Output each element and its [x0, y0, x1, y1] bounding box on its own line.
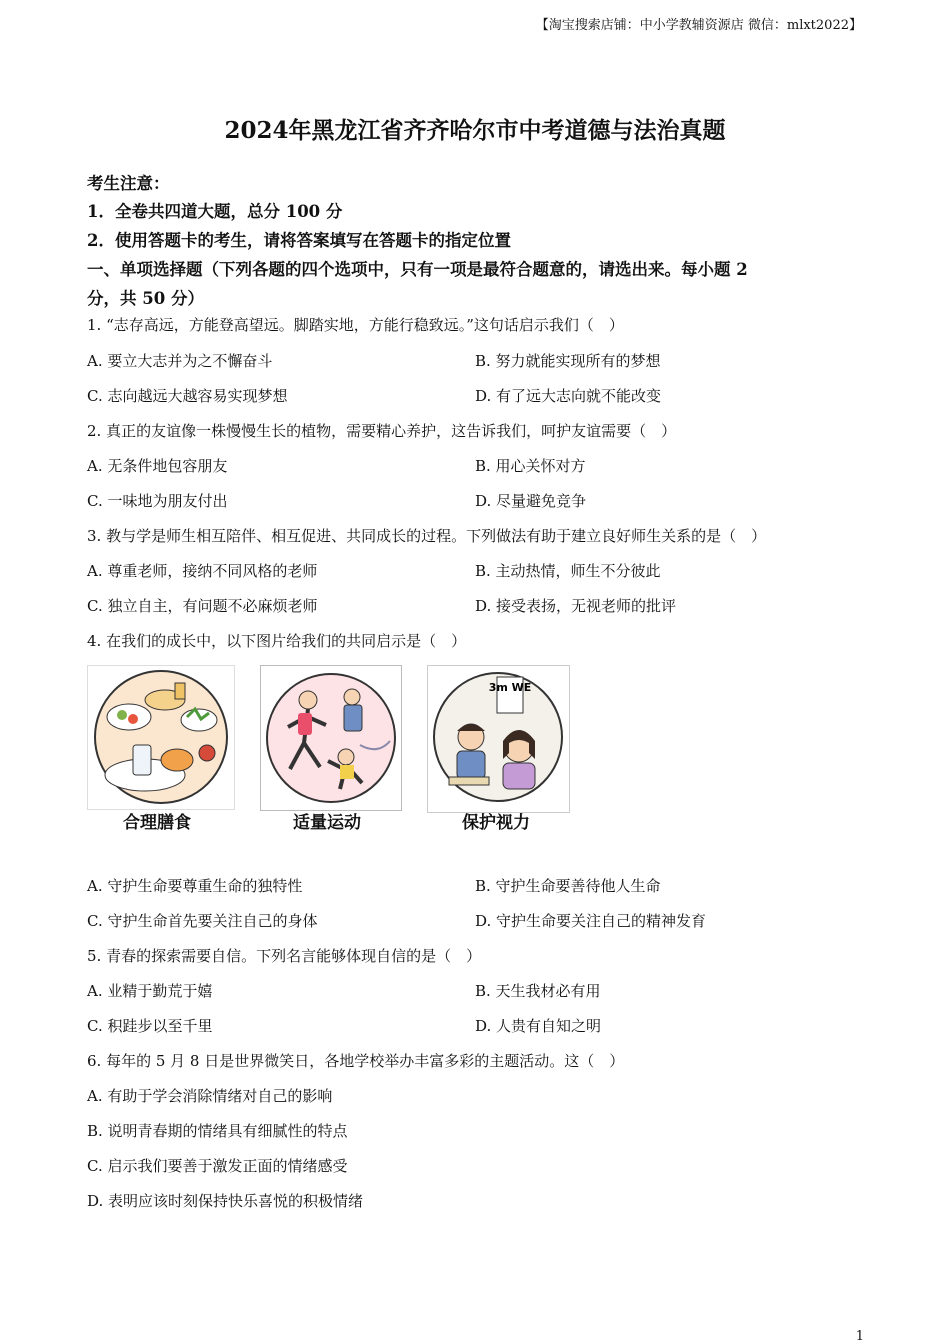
- option-c: C. 启示我们要善于激发正面的情绪感受: [87, 1157, 348, 1175]
- option-c: C. 积跬步以至千里: [87, 1017, 213, 1035]
- page-number: 1: [855, 1329, 864, 1344]
- notice-item: 2．使用答题卡的考生，请将答案填写在答题卡的指定位置: [87, 231, 511, 250]
- option-a: A. 要立大志并为之不懈奋斗: [87, 352, 273, 370]
- option-b: B. 守护生命要善待他人生命: [475, 877, 661, 895]
- option-b: B. 天生我材必有用: [475, 982, 601, 1000]
- section-heading: 一、单项选择题（下列各题的四个选项中，只有一项是最符合题意的，请选出来。每小题 2: [87, 260, 748, 279]
- option-c: C. 志向越远大越容易实现梦想: [87, 387, 288, 405]
- question-stem: 5. 青春的探索需要自信。下列名言能够体现自信的是（ ）: [87, 947, 482, 965]
- picture-label: 合理膳食: [123, 813, 191, 833]
- option-d: D. 接受表扬，无视老师的批评: [475, 597, 677, 615]
- option-b: B. 努力就能实现所有的梦想: [475, 352, 661, 370]
- option-a: A. 有助于学会消除情绪对自己的影响: [87, 1087, 333, 1105]
- notice-item: 1．全卷共四道大题，总分 100 分: [87, 202, 343, 221]
- option-d: D. 尽量避免竞争: [475, 492, 587, 510]
- option-a: A. 尊重老师，接纳不同风格的老师: [87, 562, 318, 580]
- option-c: C. 守护生命首先要关注自己的身体: [87, 912, 318, 930]
- eyesight-illustration-icon: [427, 665, 570, 813]
- food-plate-illustration-icon: [87, 665, 235, 810]
- option-c: C. 独立自主，有问题不必麻烦老师: [87, 597, 318, 615]
- option-d: D. 有了远大志向就不能改变: [475, 387, 662, 405]
- option-a: A. 守护生命要尊重生命的独特性: [87, 877, 303, 895]
- picture-label: 适量运动: [293, 813, 361, 833]
- header-note: 【淘宝搜索店铺：中小学教辅资源店 微信：mlxt2022】: [535, 18, 862, 33]
- option-d: D. 守护生命要关注自己的精神发育: [475, 912, 707, 930]
- option-a: A. 无条件地包容朋友: [87, 457, 228, 475]
- section-heading-cont: 分，共 50 分）: [87, 289, 204, 308]
- question-stem: 3. 教与学是师生相互陪伴、相互促进、共同成长的过程。下列做法有助于建立良好师生关系的是（ ）: [87, 527, 767, 545]
- eye-chart-text: 3m WE: [488, 681, 532, 694]
- option-d: D. 表明应该时刻保持快乐喜悦的积极情绪: [87, 1192, 364, 1210]
- option-d: D. 人贵有自知之明: [475, 1017, 602, 1035]
- question-stem: 4. 在我们的成长中，以下图片给我们的共同启示是（ ）: [87, 632, 467, 650]
- option-b: B. 说明青春期的情绪具有细腻性的特点: [87, 1122, 348, 1140]
- page-title: 2024年黑龙江省齐齐哈尔市中考道德与法治真题: [224, 117, 726, 144]
- option-c: C. 一味地为朋友付出: [87, 492, 228, 510]
- option-b: B. 主动热情，师生不分彼此: [475, 562, 661, 580]
- exercise-illustration-icon: [260, 665, 402, 811]
- notice-heading: 考生注意：: [87, 174, 170, 193]
- question-stem: 2. 真正的友谊像一株慢慢生长的植物，需要精心养护，这告诉我们，呵护友谊需要（ ）: [87, 422, 677, 440]
- picture-label: 保护视力: [462, 813, 530, 833]
- option-b: B. 用心关怀对方: [475, 457, 586, 475]
- question-stem: 1. “志存高远，方能登高望远。脚踏实地，方能行稳致远。”这句话启示我们（ ）: [87, 316, 624, 334]
- question-stem: 6. 每年的 5 月 8 日是世界微笑日，各地学校举办丰富多彩的主题活动。这（ ）: [87, 1052, 625, 1070]
- option-a: A. 业精于勤荒于嬉: [87, 982, 213, 1000]
